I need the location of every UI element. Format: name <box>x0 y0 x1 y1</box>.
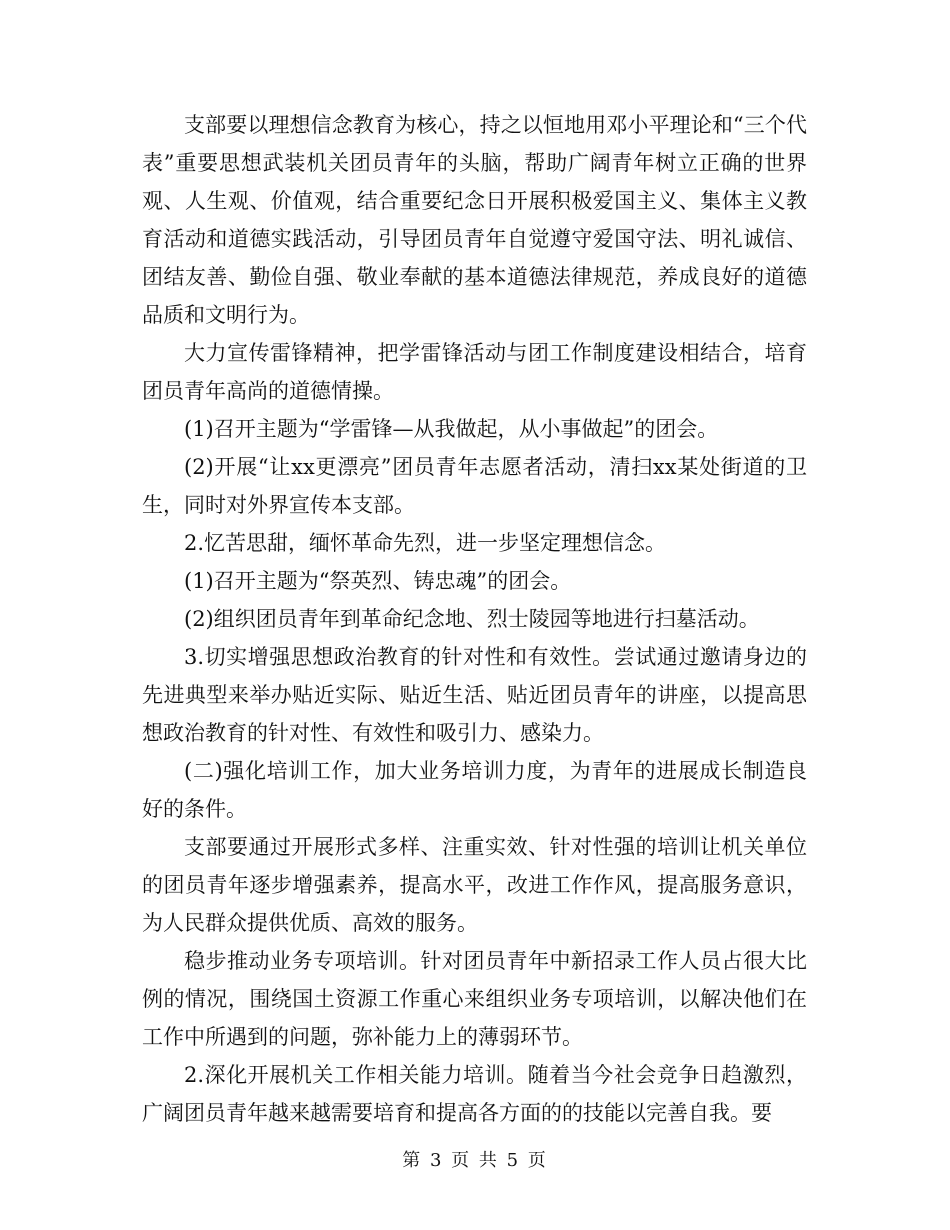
paragraph: (1)召开主题为“祭英烈、铸忠魂”的团会。 <box>184 569 572 593</box>
paragraph: (1)召开主题为“学雷锋—从我做起，从小事做起”的团会。 <box>184 417 719 441</box>
document-body <box>142 106 807 1132</box>
paragraph: 支部要通过开展形式多样、注重实效、针对性强的培训让机关单位的团员青年逐步增强素养，提高水平，改进工作作风，提高服务意识，为人民群众提供优质、高效的服务。 <box>142 835 807 935</box>
paragraph: 稳步推动业务专项培训。针对团员青年中新招录工作人员占很大比例的情况，围绕国土资源工作重心来组织业务专项培训，以解决他们在工作中所遇到的问题，弥补能力上的薄弱环节。 <box>142 949 807 1049</box>
paragraph: 2.深化开展机关工作相关能力培训。随着当今社会竞争日趋激烈，广阔团员青年越来越需要培育和提高各方面的的技能以完善自我。要 <box>142 1063 807 1125</box>
paragraph: (2)组织团员青年到革命纪念地、烈士陵园等地进行扫墓活动。 <box>184 607 760 631</box>
paragraph: 支部要以理想信念教育为核心，持之以恒地用邓小平理论和“三个代表”重要思想武装机关团员青年的头脑，帮助广阔青年树立正确的世界观、人生观、价值观，结合重要纪念日开展积极爱国主义、集体主义教育活动和道德实践活动，引导团员青年自觉遵守爱国守法、明礼诚信、团结友善、勤俭自强、敬业奉献的基本道德法律规范，养成良好的道德品质和文明行为。 <box>142 113 807 327</box>
paragraph: 3.切实增强思想政治教育的针对性和有效性。尝试通过邀请身边的先进典型来举办贴近实际、贴近生活、贴近团员青年的讲座，以提高思想政治教育的针对性、有效性和吸引力、感染力。 <box>142 645 807 745</box>
paragraph: (2)开展“让xx更漂亮”团员青年志愿者活动，清扫xx某处街道的卫生，同时对外界宣传本支部。 <box>142 455 807 517</box>
paragraph: 大力宣传雷锋精神，把学雷锋活动与团工作制度建设相结合，培育团员青年高尚的道德情操。 <box>142 341 807 403</box>
page-number-footer: 第 3 页 共 5 页 <box>402 1150 548 1171</box>
paragraph: 2.忆苦思甜，缅怀革命先烈，进一步坚定理想信念。 <box>184 531 667 555</box>
paragraph: (二)强化培训工作，加大业务培训力度，为青年的进展成长制造良好的条件。 <box>142 759 807 821</box>
